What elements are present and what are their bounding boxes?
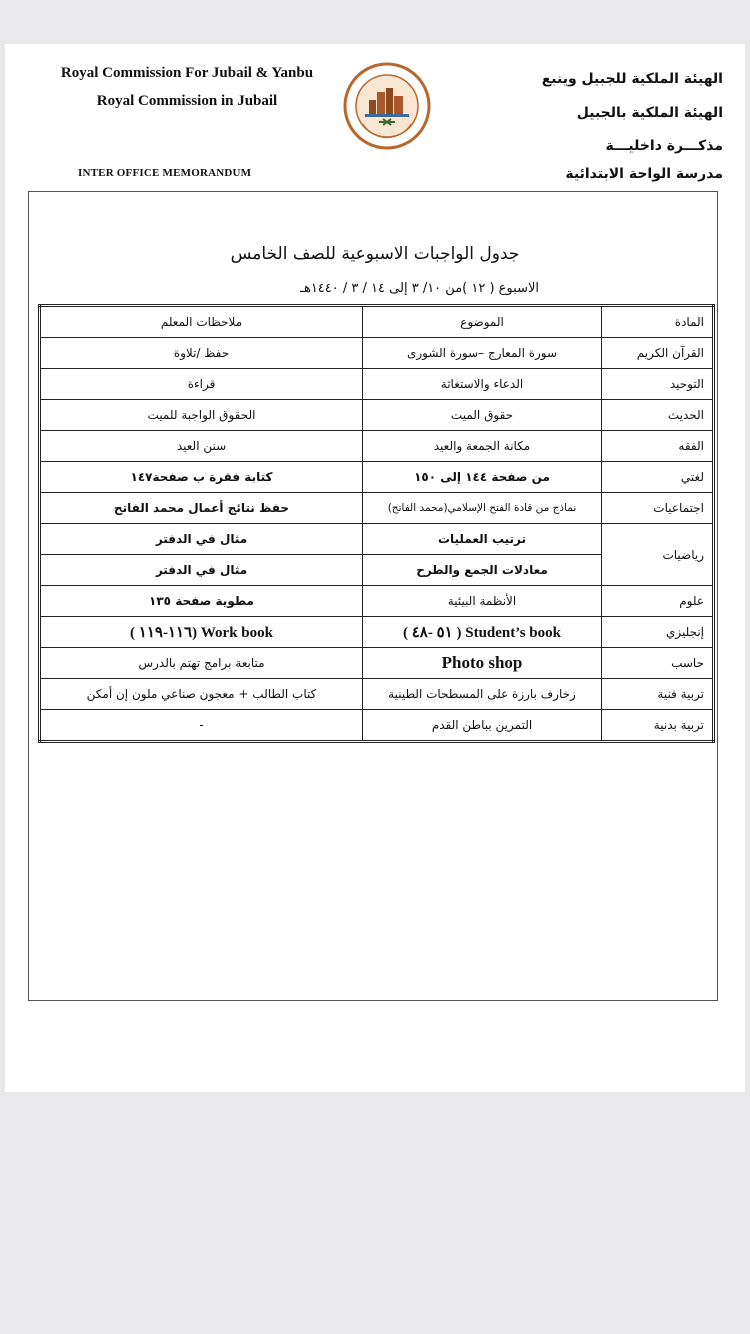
row-topic: Photo shop bbox=[363, 648, 602, 679]
row-subject: الفقه bbox=[602, 431, 714, 462]
royal-commission-logo bbox=[343, 62, 431, 150]
row-notes: مثال في الدفتر bbox=[40, 524, 363, 555]
row-subject: التوحيد bbox=[602, 369, 714, 400]
row-topic: الأنظمة البيئية bbox=[363, 586, 602, 617]
table-row bbox=[40, 400, 714, 431]
memo-label: INTER OFFICE MEMORANDUM bbox=[78, 167, 252, 179]
row-notes: حفظ /تلاوة bbox=[40, 338, 363, 369]
row-notes: الحقوق الواجبة للميت bbox=[40, 400, 363, 431]
row-topic: زخارف بارزة على المسطحات الطينية bbox=[363, 679, 602, 710]
header-en-line1: Royal Commission For Jubail & Yanbu bbox=[60, 65, 314, 81]
row-topic: حقوق الميت bbox=[363, 400, 602, 431]
row-subject: تربية فنية bbox=[602, 679, 714, 710]
header-en-line2: Royal Commission in Jubail bbox=[96, 93, 278, 109]
row-subject: القرآن الكريم bbox=[602, 338, 714, 369]
table-row bbox=[40, 462, 714, 493]
row-notes: - bbox=[40, 710, 363, 742]
row-subject: حاسب bbox=[602, 648, 714, 679]
row-topic: معادلات الجمع والطرح bbox=[363, 555, 602, 586]
homework-table bbox=[38, 304, 715, 743]
row-topic: الدعاء والاستغاثة bbox=[363, 369, 602, 400]
row-subject: اجتماعيات bbox=[602, 493, 714, 524]
row-topic: Student’s book ( ٥١ -٤٨ ) bbox=[363, 617, 602, 648]
header-notes: ملاحظات المعلم bbox=[40, 306, 363, 338]
header-ar-line4: مدرسة الواحة الابتدائية bbox=[565, 166, 723, 182]
row-notes: مثال في الدفتر bbox=[40, 555, 363, 586]
table-row bbox=[40, 369, 714, 400]
week-line: الاسبوع ( ١٢ )من ١٠/ ٣ إلى ١٤ / ٣ / ١٤٤٠هـ bbox=[300, 281, 539, 296]
row-notes: كتاب الطالب + معجون صناعي ملون إن أمكن bbox=[40, 679, 363, 710]
table-header-row bbox=[40, 306, 714, 338]
row-notes: كتابة فقرة ب صفحة١٤٧ bbox=[40, 462, 363, 493]
row-notes: سنن العيد bbox=[40, 431, 363, 462]
row-notes: حفظ نتائج أعمال محمد الفاتح bbox=[40, 493, 363, 524]
row-subject: علوم bbox=[602, 586, 714, 617]
row-topic: نماذج من قادة الفتح الإسلامي(محمد الفاتح) bbox=[363, 493, 602, 524]
table-row bbox=[40, 617, 714, 648]
row-notes: قراءة bbox=[40, 369, 363, 400]
header-ar-line3: مذكـــرة داخليـــة bbox=[605, 138, 723, 154]
row-subject: إنجليزي bbox=[602, 617, 714, 648]
table-row bbox=[40, 586, 714, 617]
table-row bbox=[40, 524, 714, 555]
header-subject: المادة bbox=[602, 306, 714, 338]
row-topic: التمرين بباطن القدم bbox=[363, 710, 602, 742]
row-subject: الحديث bbox=[602, 400, 714, 431]
memo-sheet bbox=[5, 44, 745, 1092]
schedule-title: جدول الواجبات الاسبوعية للصف الخامس bbox=[230, 244, 520, 264]
header-topic: الموضوع bbox=[363, 306, 602, 338]
row-notes: مطوية صفحة ١٣٥ bbox=[40, 586, 363, 617]
table-row bbox=[40, 338, 714, 369]
row-topic: ترتيب العمليات bbox=[363, 524, 602, 555]
table-row bbox=[40, 431, 714, 462]
header-ar-line2: الهيئة الملكية بالجبيل bbox=[576, 105, 723, 121]
row-topic: من صفحة ١٤٤ إلى ١٥٠ bbox=[363, 462, 602, 493]
row-subject: لغتي bbox=[602, 462, 714, 493]
row-subject: تربية بدنية bbox=[602, 710, 714, 742]
table-row bbox=[40, 679, 714, 710]
header-ar-line1: الهيئة الملكية للجبيل وينبع bbox=[541, 71, 723, 87]
row-subject: رياضيات bbox=[602, 524, 714, 586]
table-row bbox=[40, 710, 714, 742]
row-notes: Work book (١١٦-١١٩ ) bbox=[40, 617, 363, 648]
row-topic: سورة المعارج –سورة الشورى bbox=[363, 338, 602, 369]
table-row bbox=[40, 493, 714, 524]
row-topic: مكانة الجمعة والعيد bbox=[363, 431, 602, 462]
row-notes: متابعة برامج تهتم بالدرس bbox=[40, 648, 363, 679]
table-row bbox=[40, 648, 714, 679]
